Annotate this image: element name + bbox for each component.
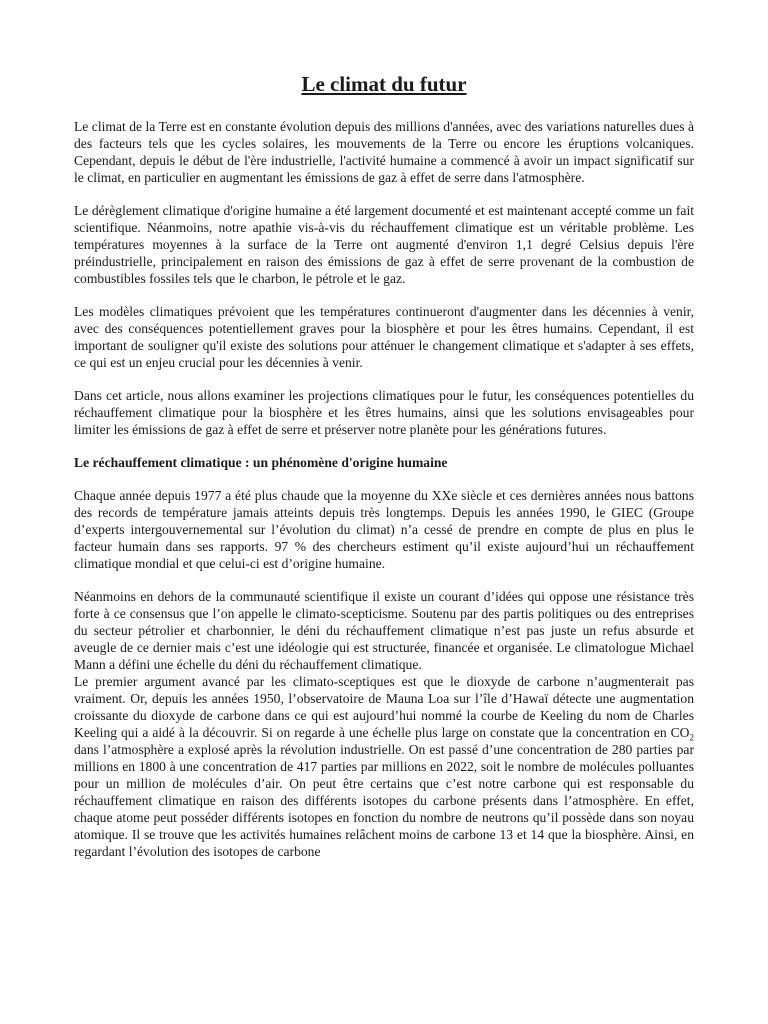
co2-subscript: 2 — [689, 732, 694, 743]
intro-paragraph-1: Le climat de la Terre est en constante évolution depuis des millions d'années, avec des variations naturelles dues à des facteurs tels que les cycles solaires, les mouvements de la Terre ou encore les éruptions volcaniques. Cependant, depuis le début de l'ère industrielle, l'activité humaine a commencé à avoir un impact significatif sur le climat, en particulier en augmentant les émissions de gaz à effet de serre dans l'atmosphère. — [74, 119, 694, 185]
document-title: Le climat du futur — [301, 72, 467, 96]
intro-paragraph-2: Le dérèglement climatique d'origine humaine a été largement documenté et est maintenant accepté comme un fait scientifique. Néanmoins, notre apathie vis-à-vis du réchauffement climatique est un véritable problème. Les températures moyennes à la surface de la Terre ont augmenté d'environ 1,1 degré Celsius depuis l'ère préindustrielle, principalement en raison des émissions de gaz à effet de serre provenant de la combustion de combustibles fossiles tels que le charbon, le pétrole et le gaz. — [74, 203, 694, 286]
intro-paragraph-3: Les modèles climatiques prévoient que les températures continueront d'augmenter dans les décennies à venir, avec des conséquences potentiellement graves pour la biosphère et pour les êtres humains. Cependant, il est important de souligner qu'il existe des solutions pour atténuer le changement climatique et s'adapter à ses effets, ce qui est un enjeu crucial pour les décennies à venir. — [74, 304, 694, 370]
section-paragraph-3 — [74, 673, 694, 860]
section-paragraph-2: Néanmoins en dehors de la communauté scientifique il existe un courant d’idées qui oppose une résistance très forte à ce consensus que l’on appelle le climato-scepticisme. Soutenu par des partis politiques ou des entreprises du secteur pétrolier et charbonnier, le déni du réchauffement climatique n’est pas juste un refus absurde et aveugle de ce dernier mais c’est une idéologie qui est structurée, financée et organisée. Le climatologue Michael Mann a défini une échelle du déni du réchauffement climatique. — [74, 589, 694, 672]
paragraph-text-after-co2: dans l’atmosphère a explosé après la révolution industrielle. On est passé d’une concentration de 280 parties par millions en 1800 à une concentration de 417 parties par millions en 2022, soit le nombre de molécules polluantes pour un million de molécules d’air. On peut être certains que c’est notre carbone qui est responsable du réchauffement climatique en raison des différents isotopes du carbone présents dans l’atmosphère. En effet, chaque atome peut posséder différents isotopes en fonction du nombre de neutrons qu’il possède dans son noyau atomique. Il se trouve que les activités humaines relâchent moins de carbone 13 et 14 que la biosphère. Ainsi, en regardant l’évolution des isotopes de carbone — [74, 742, 694, 859]
document-page — [74, 70, 694, 860]
section-paragraph-1: Chaque année depuis 1977 a été plus chaude que la moyenne du XXe siècle et ces dernières années nous battons des records de température jamais atteints depuis très longtemps. Depuis les années 1990, le GIEC (Groupe d’experts intergouvernemental sur l’évolution du climat) n’a cessé de prendre en compte de plus en plus le facteur humain dans ses rapports. 97 % des chercheurs estiment qu’il existe aujourd’hui un réchauffement climatique mondial et que celui-ci est d’origine humaine. — [74, 488, 694, 571]
intro-paragraph-4: Dans cet article, nous allons examiner les projections climatiques pour le futur, les conséquences potentielles du réchauffement climatique pour la biosphère et les êtres humains, ainsi que les solutions envisageables pour limiter les émissions de gaz à effet de serre et préserver notre planète pour les générations futures. — [74, 388, 694, 437]
section-heading: Le réchauffement climatique : un phénomène d'origine humaine — [74, 455, 448, 470]
paragraph-text-before-co2: Le premier argument avancé par les climato-sceptiques est que le dioxyde de carbone n’augmenterait pas vraiment. Or, depuis les années 1950, l’observatoire de Mauna Loa sur l’île d’Hawaï détecte une augmentation croissante du dioxyde de carbone dans ce qui est aujourd’hui nommé la courbe de Keeling du nom de Charles Keeling qui a aidé à la découvrir. Si on regarde à une échelle plus large on constate que la concentration en CO — [74, 674, 694, 740]
